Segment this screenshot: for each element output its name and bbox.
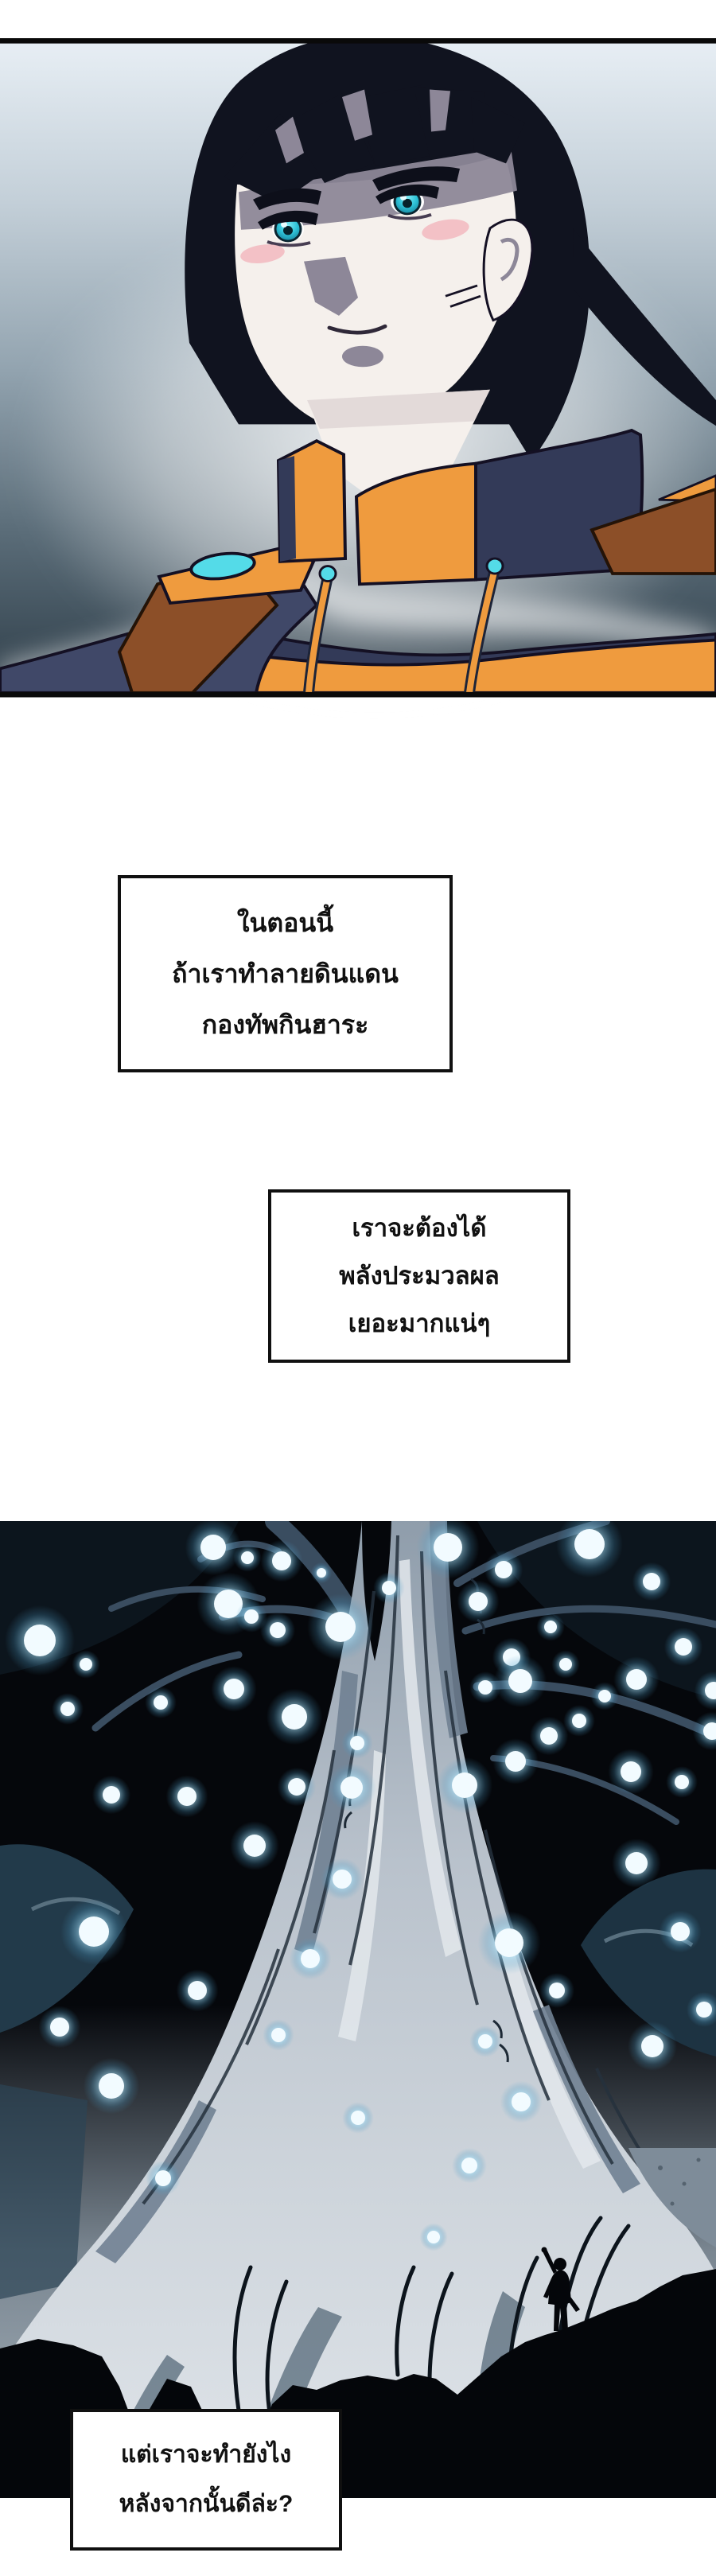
narration-line: ถ้าเราทำลายดินแดน xyxy=(172,959,399,988)
narration-box-2 xyxy=(268,1189,570,1363)
narration-line: กองทัพกินฮาระ xyxy=(201,1010,369,1039)
narration-line: แต่เราจะทำยังไง xyxy=(120,2442,292,2468)
narration-box-1 xyxy=(118,875,453,1072)
cord-eyelet-right xyxy=(487,558,503,574)
narration-line: ในตอนนี้ xyxy=(236,909,334,937)
narration-line: เยอะมากแน่ๆ xyxy=(348,1309,491,1337)
narration-box-3 xyxy=(70,2409,342,2551)
forest-panel xyxy=(0,1521,716,2498)
cord-eyelet-left xyxy=(320,566,336,582)
panel-border-top xyxy=(0,38,716,44)
narration-line: เราจะต้องได้ xyxy=(352,1214,487,1242)
narration-line: พลังประมวลผล xyxy=(339,1262,500,1290)
portrait-art xyxy=(0,38,716,733)
chin-shadow xyxy=(342,346,383,368)
narration-line: หลังจากนั้นดีล่ะ? xyxy=(119,2491,294,2517)
panel-border-bottom xyxy=(0,692,716,698)
portrait-panel xyxy=(0,38,716,733)
forest-art xyxy=(0,1521,716,2498)
